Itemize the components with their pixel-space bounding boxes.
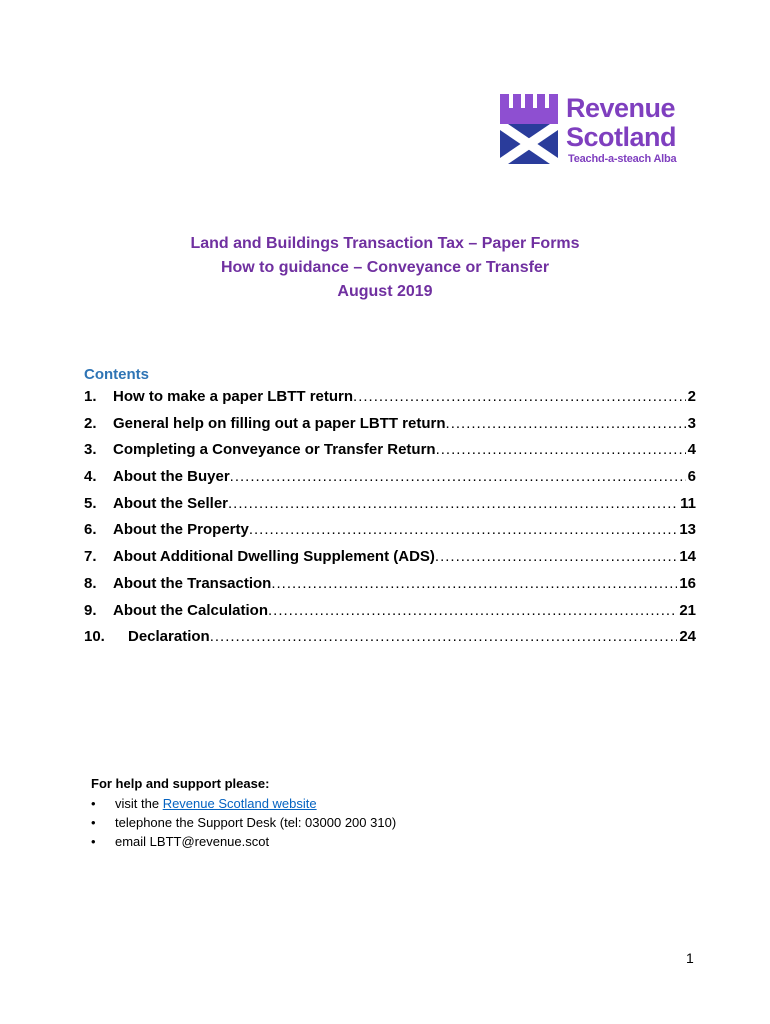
toc-number: 1. [84,388,97,405]
toc-entry[interactable] [84,491,696,518]
help-section [91,774,396,851]
help-item-text: email LBTT@revenue.scot [115,834,270,849]
logo-text-scotland: Scotland [566,122,677,152]
toc-label: About the Buyer [113,468,230,486]
toc-label: How to make a paper LBTT return [113,388,354,405]
toc-label: Declaration [128,628,210,646]
logo-subtitle: Teachd-a-steach Alba [568,153,677,165]
toc-number: 4. [84,468,97,486]
toc-page-number: 16 [679,574,696,592]
toc-number: 3. [84,441,97,459]
toc-entry[interactable] [84,411,696,438]
logo-text-revenue: Revenue [566,93,676,123]
help-item-website [91,794,396,813]
table-of-contents [84,384,696,651]
toc-number: 7. [84,548,97,566]
toc-entry[interactable] [84,544,696,571]
toc-leader-dots [228,491,678,518]
toc-label: Completing a Conveyance or Transfer Return [113,441,436,459]
document-title [0,232,770,304]
toc-page-number: 21 [679,601,696,619]
revenue-scotland-website-link[interactable]: Revenue Scotland website [162,796,317,811]
toc-leader-dots [446,411,686,438]
toc-entry[interactable] [84,464,696,491]
contents-heading: Contents [84,366,149,383]
toc-label: General help on filling out a paper LBTT return [113,414,446,432]
toc-label: About the Transaction [113,574,272,592]
toc-page-number: 3 [687,414,696,432]
title-line-3: August 2019 [337,283,433,300]
toc-label: About the Calculation [113,601,268,619]
toc-page-number: 13 [679,521,696,539]
toc-entry[interactable] [84,384,696,411]
help-item-telephone [91,813,396,832]
toc-leader-dots [271,571,677,598]
help-heading: For help and support please: [91,776,270,791]
toc-leader-dots [435,544,677,571]
title-line-1: Land and Buildings Transaction Tax – Paper Forms [190,235,580,252]
toc-number: 8. [84,574,97,592]
toc-page-number: 24 [679,628,696,646]
toc-number: 6. [84,521,97,539]
toc-entry[interactable] [84,624,696,651]
toc-page-number: 6 [687,468,696,486]
saltire-tower-logo-icon [498,94,560,164]
help-item-text: telephone the Support Desk (tel: 03000 200 310) [115,815,397,830]
toc-entry[interactable] [84,517,696,544]
page-number: 1 [686,950,694,966]
bullet-icon: • [91,815,96,830]
toc-leader-dots [268,598,677,625]
bullet-icon: • [91,834,96,849]
toc-leader-dots [230,464,686,491]
toc-label: About the Property [113,521,249,539]
toc-entry[interactable] [84,437,696,464]
toc-page-number: 14 [679,548,696,566]
help-item-email [91,832,396,851]
toc-number: 9. [84,601,97,619]
help-item-text: visit the [115,796,163,811]
toc-entry[interactable] [84,571,696,598]
toc-page-number: 4 [687,441,696,459]
toc-leader-dots [210,624,678,651]
title-line-2: How to guidance – Conveyance or Transfer [220,259,550,276]
toc-label: About Additional Dwelling Supplement (ADS) [113,548,435,566]
toc-leader-dots [249,517,677,544]
toc-number: 2. [84,414,97,432]
toc-leader-dots [436,437,686,464]
bullet-icon: • [91,796,96,811]
revenue-scotland-logo [498,94,688,166]
toc-number: 10. [84,628,105,646]
toc-number: 5. [84,494,97,512]
toc-page-number: 11 [680,494,696,512]
toc-page-number: 2 [687,388,696,405]
toc-entry[interactable] [84,598,696,625]
toc-label: About the Seller [113,494,229,512]
toc-leader-dots [353,384,686,411]
